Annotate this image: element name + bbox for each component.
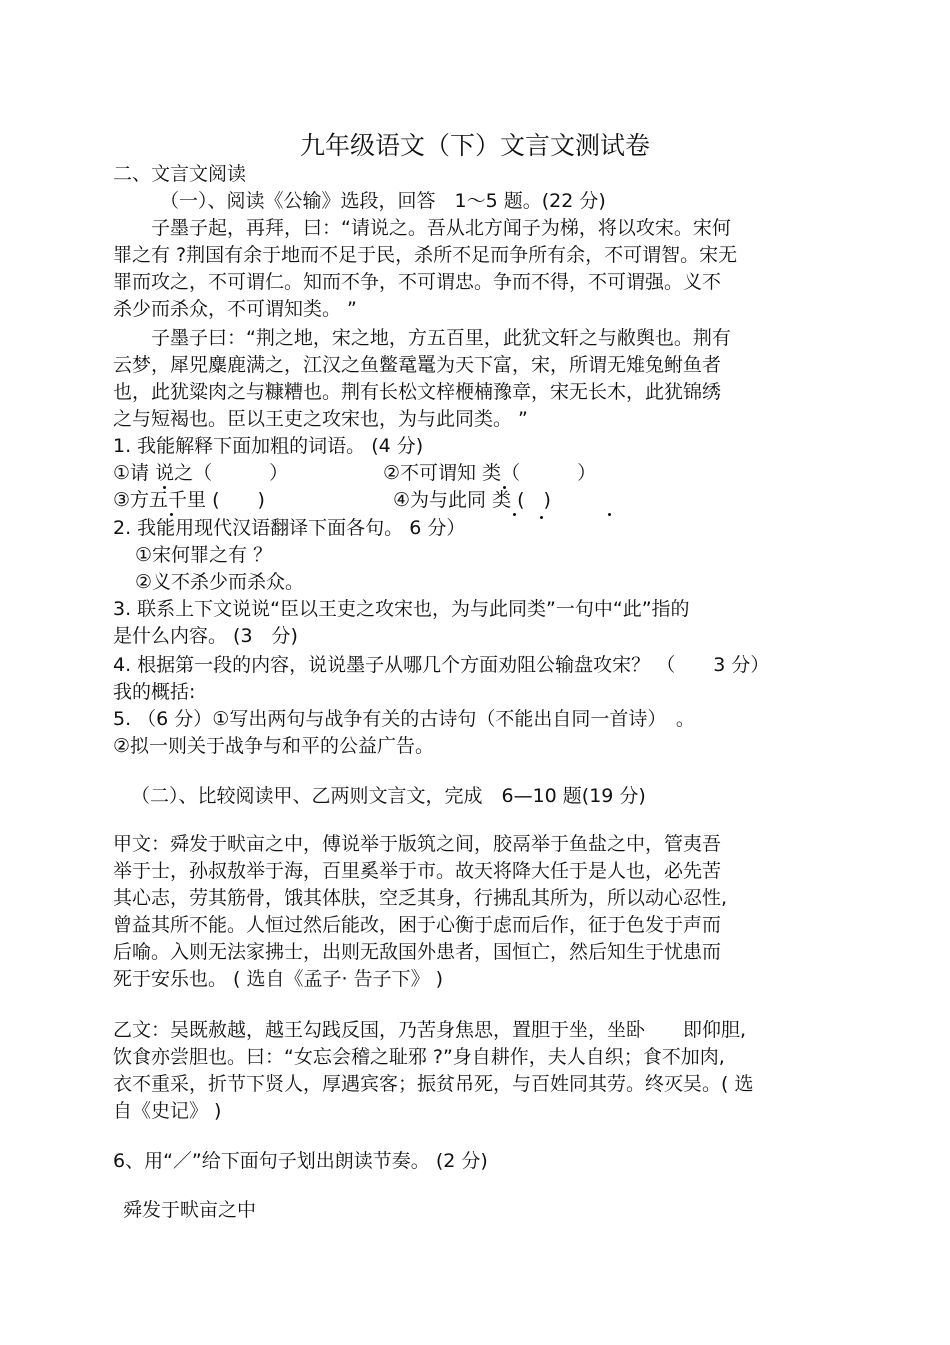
question-3: 3. 联系上下文说说“臣以王吏之攻宋也，为与此同类”一句中“此”指的: [113, 598, 690, 620]
passage-jia-line: 后喻。入则无法家拂士，出则无敌国外患者，国恒亡，然后知生于忧患而: [113, 941, 722, 963]
q2-item-b: ②义不杀少而杀众。: [135, 571, 305, 593]
question-3-cont: 是什么内容。 (3 分): [113, 625, 298, 647]
passage-jia-line: 其心志，劳其筋骨，饿其体肤，空乏其身，行拂乱其所为，所以动心忍性,: [113, 887, 728, 909]
passage-yi-line: 饮食亦尝胆也。曰：“女忘会稽之耻邪 ?”身自耕作，夫人自织；食不加肉,: [113, 1046, 725, 1068]
q6-sentence: 舜发于畎亩之中: [123, 1199, 257, 1221]
section-heading: 二、文言文阅读: [113, 163, 247, 185]
question-4-cont: 我的概括:: [113, 681, 196, 703]
passage-jia-line: 死于安乐也。 ( 选自《孟子· 告子下》 ): [113, 968, 444, 990]
passage-line: 之与短褐也。臣以王吏之攻宋也，为与此同类。 ”: [113, 408, 528, 430]
passage-line: 云梦，犀兕麋鹿满之，江汉之鱼鳖鼋鼍为天下富，宋，所谓无雉兔鲋鱼者: [113, 354, 722, 376]
question-6: 6、用“／”给下面句子划出朗读节奏。 (2 分): [113, 1150, 488, 1172]
question-5: 5. （6 分）①写出两句与战争有关的古诗句（不能出自同一首诗） 。: [113, 708, 695, 730]
passage-yi-line: 衣不重采，折节下贤人，厚遇宾客；振贫吊死，与百姓同其劳。终灭吴。( 选: [113, 1073, 754, 1095]
passage-jia-line: 曾益其所不能。人恒过然后能改，困于心衡于虑而后作，征于色发于声而: [113, 914, 722, 936]
question-1: 1. 我能解释下面加粗的词语。 (4 分): [113, 435, 424, 457]
page-title: 九年级语文（下）文言文测试卷: [299, 131, 650, 160]
q2-item-a: ①宋何罪之有 ？: [135, 544, 273, 566]
part1-heading: （一）、阅读《公输》选段，回答 1～5 题。(22 分): [160, 190, 606, 212]
passage-yi-line: 乙文：吴既赦越，越王勾践反国，乃苦身焦思，置胆于坐，坐卧 即仰胆,: [113, 1019, 747, 1041]
passage-line: 子墨子起，再拜，曰：“请说之。吾从北方闻子为梯，将以攻宋。宋何: [113, 217, 731, 239]
passage-yi-line: 自《史记》 ): [113, 1100, 222, 1122]
q1-item-c: ③方五千里 ( ): [113, 489, 265, 511]
passage-line: 罪而攻之，不可谓仁。知而不争，不可谓忠。争而不得，不可谓强。义不: [113, 271, 722, 293]
passage-line: 罪之有 ?荆国有余于地而不足于民，杀所不足而争所有余，不可谓智。宋无: [113, 244, 738, 266]
question-5-cont: ②拟一则关于战争与和平的公益广告。: [113, 735, 435, 757]
passage-line: 子墨子曰：“荆之地，宋之地，方五百里，此犹文轩之与敝舆也。荆有: [113, 327, 731, 349]
emphasis-dot: [540, 516, 543, 519]
q1-item-b: ②不可谓知 类（ ）: [383, 462, 597, 484]
emphasis-dot: [163, 486, 166, 489]
passage-line: 杀少而杀众，不可谓知类。 ”: [113, 298, 357, 320]
passage-jia-line: 举于士，孙叔敖举于海，百里奚举于市。故天将降大任于是人也，必先苦: [113, 860, 722, 882]
question-2: 2. 我能用现代汉语翻译下面各句。 6 分）: [113, 517, 466, 539]
emphasis-dot: [503, 486, 506, 489]
passage-jia-line: 甲文：舜发于畎亩之中，傅说举于版筑之间，胶鬲举于鱼盐之中，管夷吾: [113, 833, 722, 855]
q1-item-a: ①请 说之（ ）: [113, 462, 289, 484]
passage-line: 也，此犹粱肉之与糠糟也。荆有长松文梓楩楠豫章，宋无长木，此犹锦绣: [113, 381, 722, 403]
emphasis-dot: [513, 513, 516, 516]
question-4: 4. 根据第一段的内容，说说墨子从哪几个方面劝阻公输盘攻宋？ （ 3 分）: [113, 654, 770, 676]
emphasis-dot: [608, 513, 611, 516]
part2-heading: （二）、比较阅读甲、乙两则文言文，完成 6—10 题(19 分): [131, 785, 646, 807]
q1-item-d: ④为与此同 类 ( ): [393, 489, 551, 511]
